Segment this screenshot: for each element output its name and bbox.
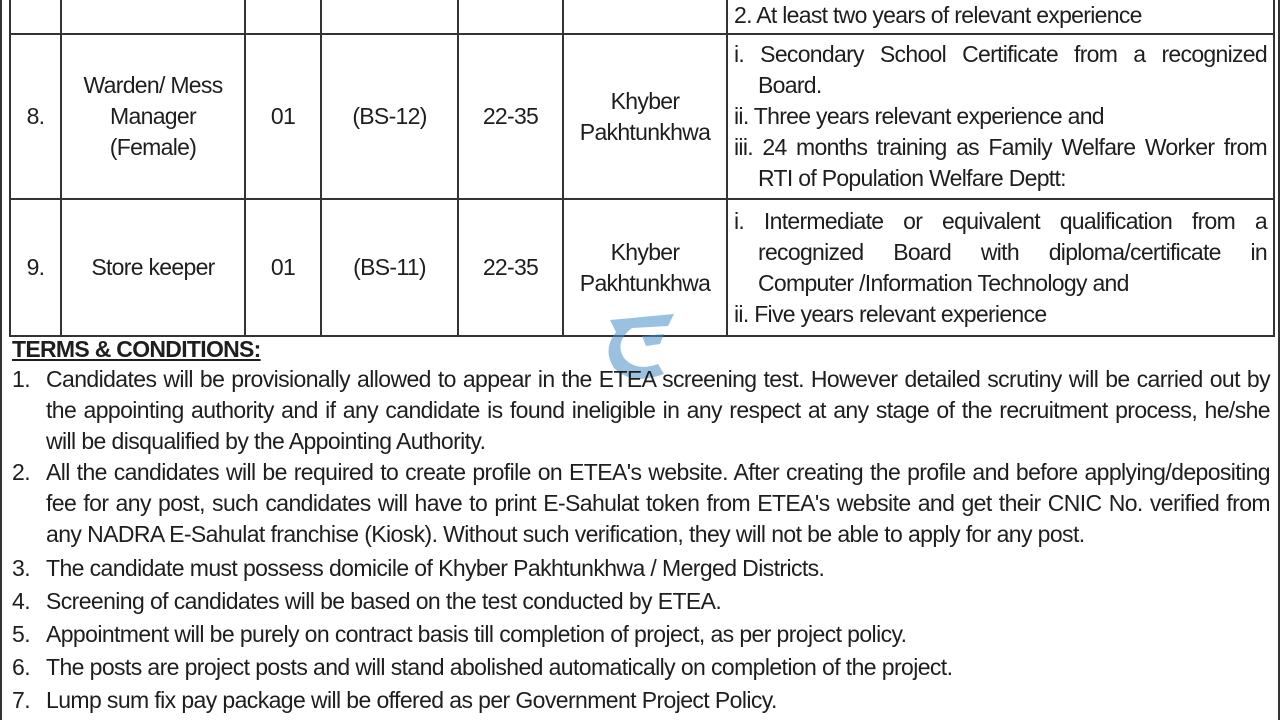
serial-number: 9.	[10, 199, 61, 336]
item-text: All the candidates will be required to create profile on ETEA's website. After creating the profile and before applying/depositing fee for any post, such candidates will have to print E-Sahulat token from ETEA's website and get their CNIC No. verified from any NADRA E-Sahulat franchise (Kiosk). Without such verification, they will not be able to apply for any post.	[46, 459, 1270, 547]
post-name: Warden/ Mess Manager (Female)	[61, 34, 245, 199]
qualification-line: ii. Five years relevant experience	[734, 300, 1047, 327]
qualification-cell	[727, 34, 1274, 199]
item-text: Candidates will be provisionally allowed to appear in the ETEA screening test. However detailed scrutiny will be carried out by the appointing authority and if any candidate is found ineligible in any respect at any stage of the recruitment process, he/she will be disqualified by the Appointing Authority.	[46, 366, 1270, 454]
terms-item	[12, 553, 1270, 584]
age-limit: 22-35	[458, 199, 563, 336]
pay-scale: (BS-12)	[321, 34, 458, 199]
post-count: 01	[245, 199, 321, 336]
post-name: Store keeper	[61, 199, 245, 336]
domicile: Khyber Pakhtunkhwa	[563, 199, 727, 336]
age-limit: 22-35	[458, 34, 563, 199]
pay-scale: (BS-11)	[321, 199, 458, 336]
item-number: 4.	[12, 588, 30, 614]
terms-item	[12, 685, 1270, 716]
qualification-line: 2. At least two years of relevant experience	[734, 2, 1142, 28]
item-number: 7.	[12, 687, 30, 713]
terms-item	[12, 457, 1270, 550]
qualification-line: ii. Three years relevant experience and	[734, 103, 1104, 129]
qualification-cell	[727, 199, 1274, 336]
item-number: 5.	[12, 621, 30, 647]
item-number: 2.	[12, 459, 30, 485]
item-text: Appointment will be purely on contract basis till completion of project, as per project policy.	[46, 621, 907, 647]
terms-item	[12, 652, 1270, 683]
item-text: Lump sum fix pay package will be offered as per Government Project Policy.	[46, 687, 777, 713]
posts-table	[9, 0, 1275, 337]
item-text: Screening of candidates will be based on the test conducted by ETEA.	[46, 588, 722, 614]
domicile: Khyber Pakhtunkhwa	[563, 34, 727, 199]
terms-heading: TERMS & CONDITIONS:	[12, 336, 261, 362]
terms-item	[12, 586, 1270, 617]
table-row	[10, 34, 1274, 199]
qualification-cell	[727, 0, 1274, 34]
serial-number: 8.	[10, 34, 61, 199]
item-number: 3.	[12, 555, 30, 581]
qualification-line: i. Secondary School Certificate from a recognized Board.	[734, 41, 1267, 98]
terms-item	[12, 619, 1270, 650]
item-text: The candidate must possess domicile of Khyber Pakhtunkhwa / Merged Districts.	[46, 555, 825, 581]
qualification-line: i. Intermediate or equivalent qualification from a recognized Board with diploma/certificate in Computer /Information Technology and	[734, 207, 1267, 296]
terms-and-conditions	[12, 334, 1270, 716]
item-number: 1.	[12, 366, 30, 392]
item-text: The posts are project posts and will stand abolished automatically on completion of the project.	[46, 654, 953, 680]
terms-item	[12, 364, 1270, 457]
qualification-line: iii. 24 months training as Family Welfare Worker from RTI of Population Welfare Deptt:	[734, 134, 1267, 191]
post-count: 01	[245, 34, 321, 199]
item-number: 6.	[12, 654, 30, 680]
table-row-previous	[10, 0, 1274, 34]
